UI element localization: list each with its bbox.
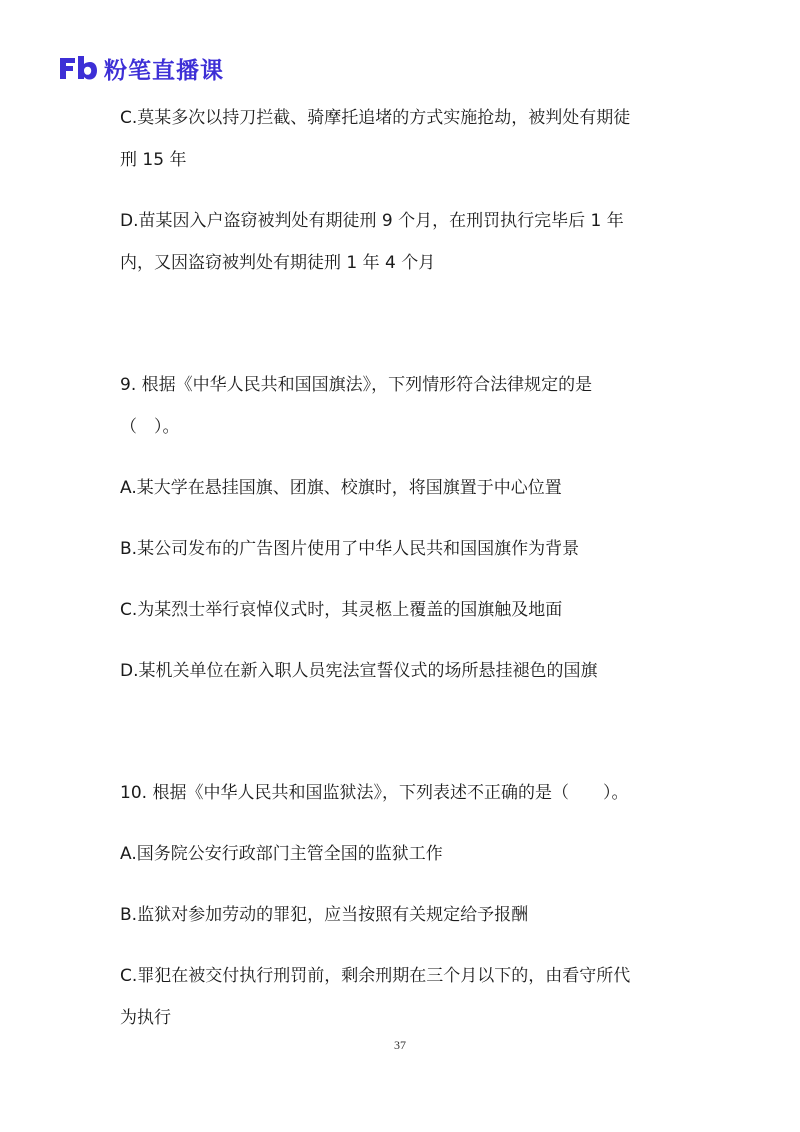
q9-option-b: B.某公司发布的广告图片使用了中华人民共和国国旗作为背景 — [120, 539, 580, 559]
q9-option-d: D.某机关单位在新入职人员宪法宣誓仪式的场所悬挂褪色的国旗 — [120, 661, 598, 681]
q8-option-c-line1: C.莫某多次以持刀拦截、骑摩托追堵的方式实施抢劫，被判处有期徒 — [120, 108, 631, 128]
q10-option-b: B.监狱对参加劳动的罪犯，应当按照有关规定给予报酬 — [120, 905, 529, 925]
q10-option-c-line1: C.罪犯在被交付执行刑罚前，剩余刑期在三个月以下的，由看守所代 — [120, 966, 631, 986]
q10-option-a: A.国务院公安行政部门主管全国的监狱工作 — [120, 844, 443, 864]
q8-option-d-line1: D.苗某因入户盗窃被判处有期徒刑 9 个月，在刑罚执行完毕后 1 年 — [120, 211, 624, 231]
brand-name: 粉笔直播课 — [104, 57, 224, 84]
page-number: 37 — [394, 1038, 406, 1052]
q9-option-a: A.某大学在悬挂国旗、团旗、校旗时，将国旗置于中心位置 — [120, 478, 562, 498]
q9-stem-line1: 9. 根据《中华人民共和国国旗法》，下列情形符合法律规定的是 — [120, 375, 593, 395]
fb-logo-icon — [58, 54, 98, 82]
q8-option-d-line2: 内，又因盗窃被判处有期徒刑 1 年 4 个月 — [120, 253, 436, 273]
q10-stem: 10. 根据《中华人民共和国监狱法》，下列表述不正确的是（ ）。 — [120, 783, 629, 803]
q8-option-c-line2: 刑 15 年 — [120, 150, 187, 170]
q9-stem-line2: （ ）。 — [120, 417, 180, 437]
brand-header — [58, 52, 224, 84]
q9-option-c: C.为某烈士举行哀悼仪式时，其灵柩上覆盖的国旗触及地面 — [120, 600, 563, 620]
q10-option-c-line2: 为执行 — [120, 1008, 171, 1028]
